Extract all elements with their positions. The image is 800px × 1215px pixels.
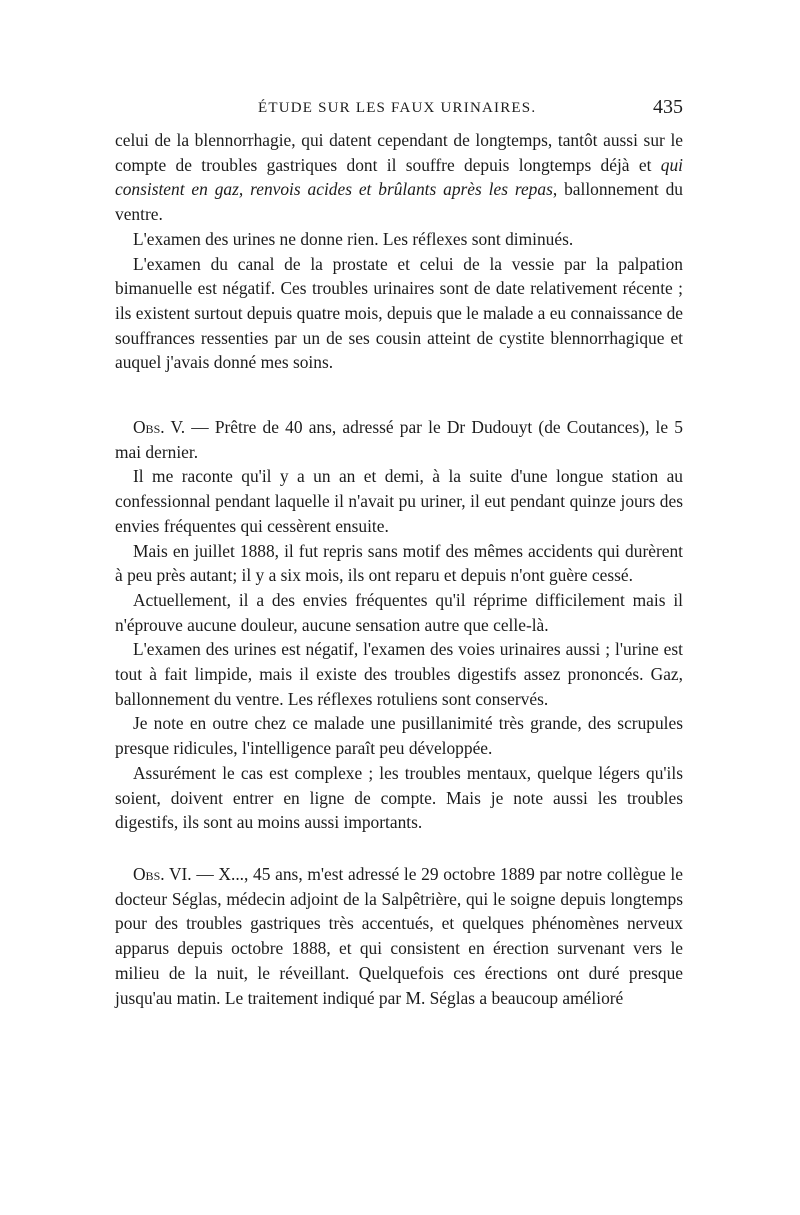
section-gap	[115, 835, 683, 862]
observation-5	[115, 415, 683, 835]
book-page	[115, 92, 683, 1010]
paragraph-urine-exam: L'examen des urines ne donne rien. Les réflexes sont diminués.	[133, 228, 574, 249]
italic-phrase: qui consistent en gaz, renvois acides et brûlants après les repas	[115, 154, 683, 200]
text-run: celui de la blennorrhagie, qui datent cependant de longtemps, tantôt aussi sur le compte de troubles gastriques dont il souffre depuis longtemps déjà et	[115, 130, 683, 175]
text-run: — Prêtre de 40 ans, adressé par le Dr Dudouyt (de Coutances), le 5 mai dernier.	[115, 417, 683, 462]
observation-6	[115, 862, 683, 1010]
observation-5-paragraph: L'examen des urines est négatif, l'examen des voies urinaires aussi ; l'urine est tout à fait limpide, mais il existe des troubles digestifs assez prononcés. Gaz, ballonnement du ventre. Les réflexes rotuliens sont conservés.	[115, 639, 683, 709]
page-number: 435	[653, 96, 683, 118]
paragraph-prostate-exam: L'examen du canal de la prostate et celui de la vessie par la palpation bimanuelle est négatif. Ces troubles urinaires sont de date relativement récente ; ils existent surtout depuis quatre mois, depuis que le malade a eu connaissance de souffrances ressenties par un de ses cousin atteint de cystite blennorrhagique et auquel j'avais donné mes soins.	[115, 253, 683, 373]
section-gap	[115, 375, 683, 415]
section-continuation	[115, 128, 683, 375]
observation-5-paragraph: Mais en juillet 1888, il fut repris sans motif des mêmes accidents qui durèrent à peu près autant; il y a six mois, ils ont reparu et depuis n'ont guère cessé.	[115, 540, 683, 586]
observation-5-paragraph: Je note en outre chez ce malade une pusillanimité très grande, des scrupules presque ridicules, l'intelligence paraît peu développée.	[115, 713, 683, 759]
observation-label: Obs. V.	[133, 417, 186, 438]
observation-5-paragraph: Actuellement, il a des envies fréquentes qu'il réprime difficilement mais il n'éprouve aucune douleur, aucune sensation autre que celle-là.	[115, 589, 683, 635]
running-title: ÉTUDE SUR LES FAUX URINAIRES.	[258, 100, 537, 116]
text-run: , ballonnement du ventre.	[115, 179, 683, 225]
paragraph-continuation	[115, 128, 683, 227]
observation-5-paragraph: Assurément le cas est complexe ; les troubles mentaux, quelque légers qu'ils soient, doivent entrer en ligne de compte. Mais je note aussi les troubles digestifs, ils sont au moins aussi importants.	[115, 762, 683, 833]
observation-label: Obs. VI.	[133, 863, 192, 884]
observation-5-intro	[115, 415, 683, 464]
observation-5-paragraph: Il me raconte qu'il y a un an et demi, à la suite d'une longue station au confessionnal pendant laquelle il n'avait pu uriner, il eut pendant quinze jours des envies fréquentes qui cessèrent ensuite.	[115, 466, 683, 536]
text-run: — X..., 45 ans, m'est adressé le 29 octobre 1889 par notre collègue le docteur Séglas, médecin adjoint de la Salpêtrière, qui le soigne depuis longtemps pour des troubles gastriques très accentués, et quelques phénomènes nerveux apparus depuis octobre 1888, et qui consistent en érection survenant vers le milieu de la nuit, le réveillant. Quelquefois ces érections ont duré presque jusqu'au matin. Le traitement indiqué par M. Séglas a beaucoup amélioré	[115, 863, 683, 1008]
page-header	[115, 92, 683, 128]
observation-6-intro	[115, 862, 683, 1010]
